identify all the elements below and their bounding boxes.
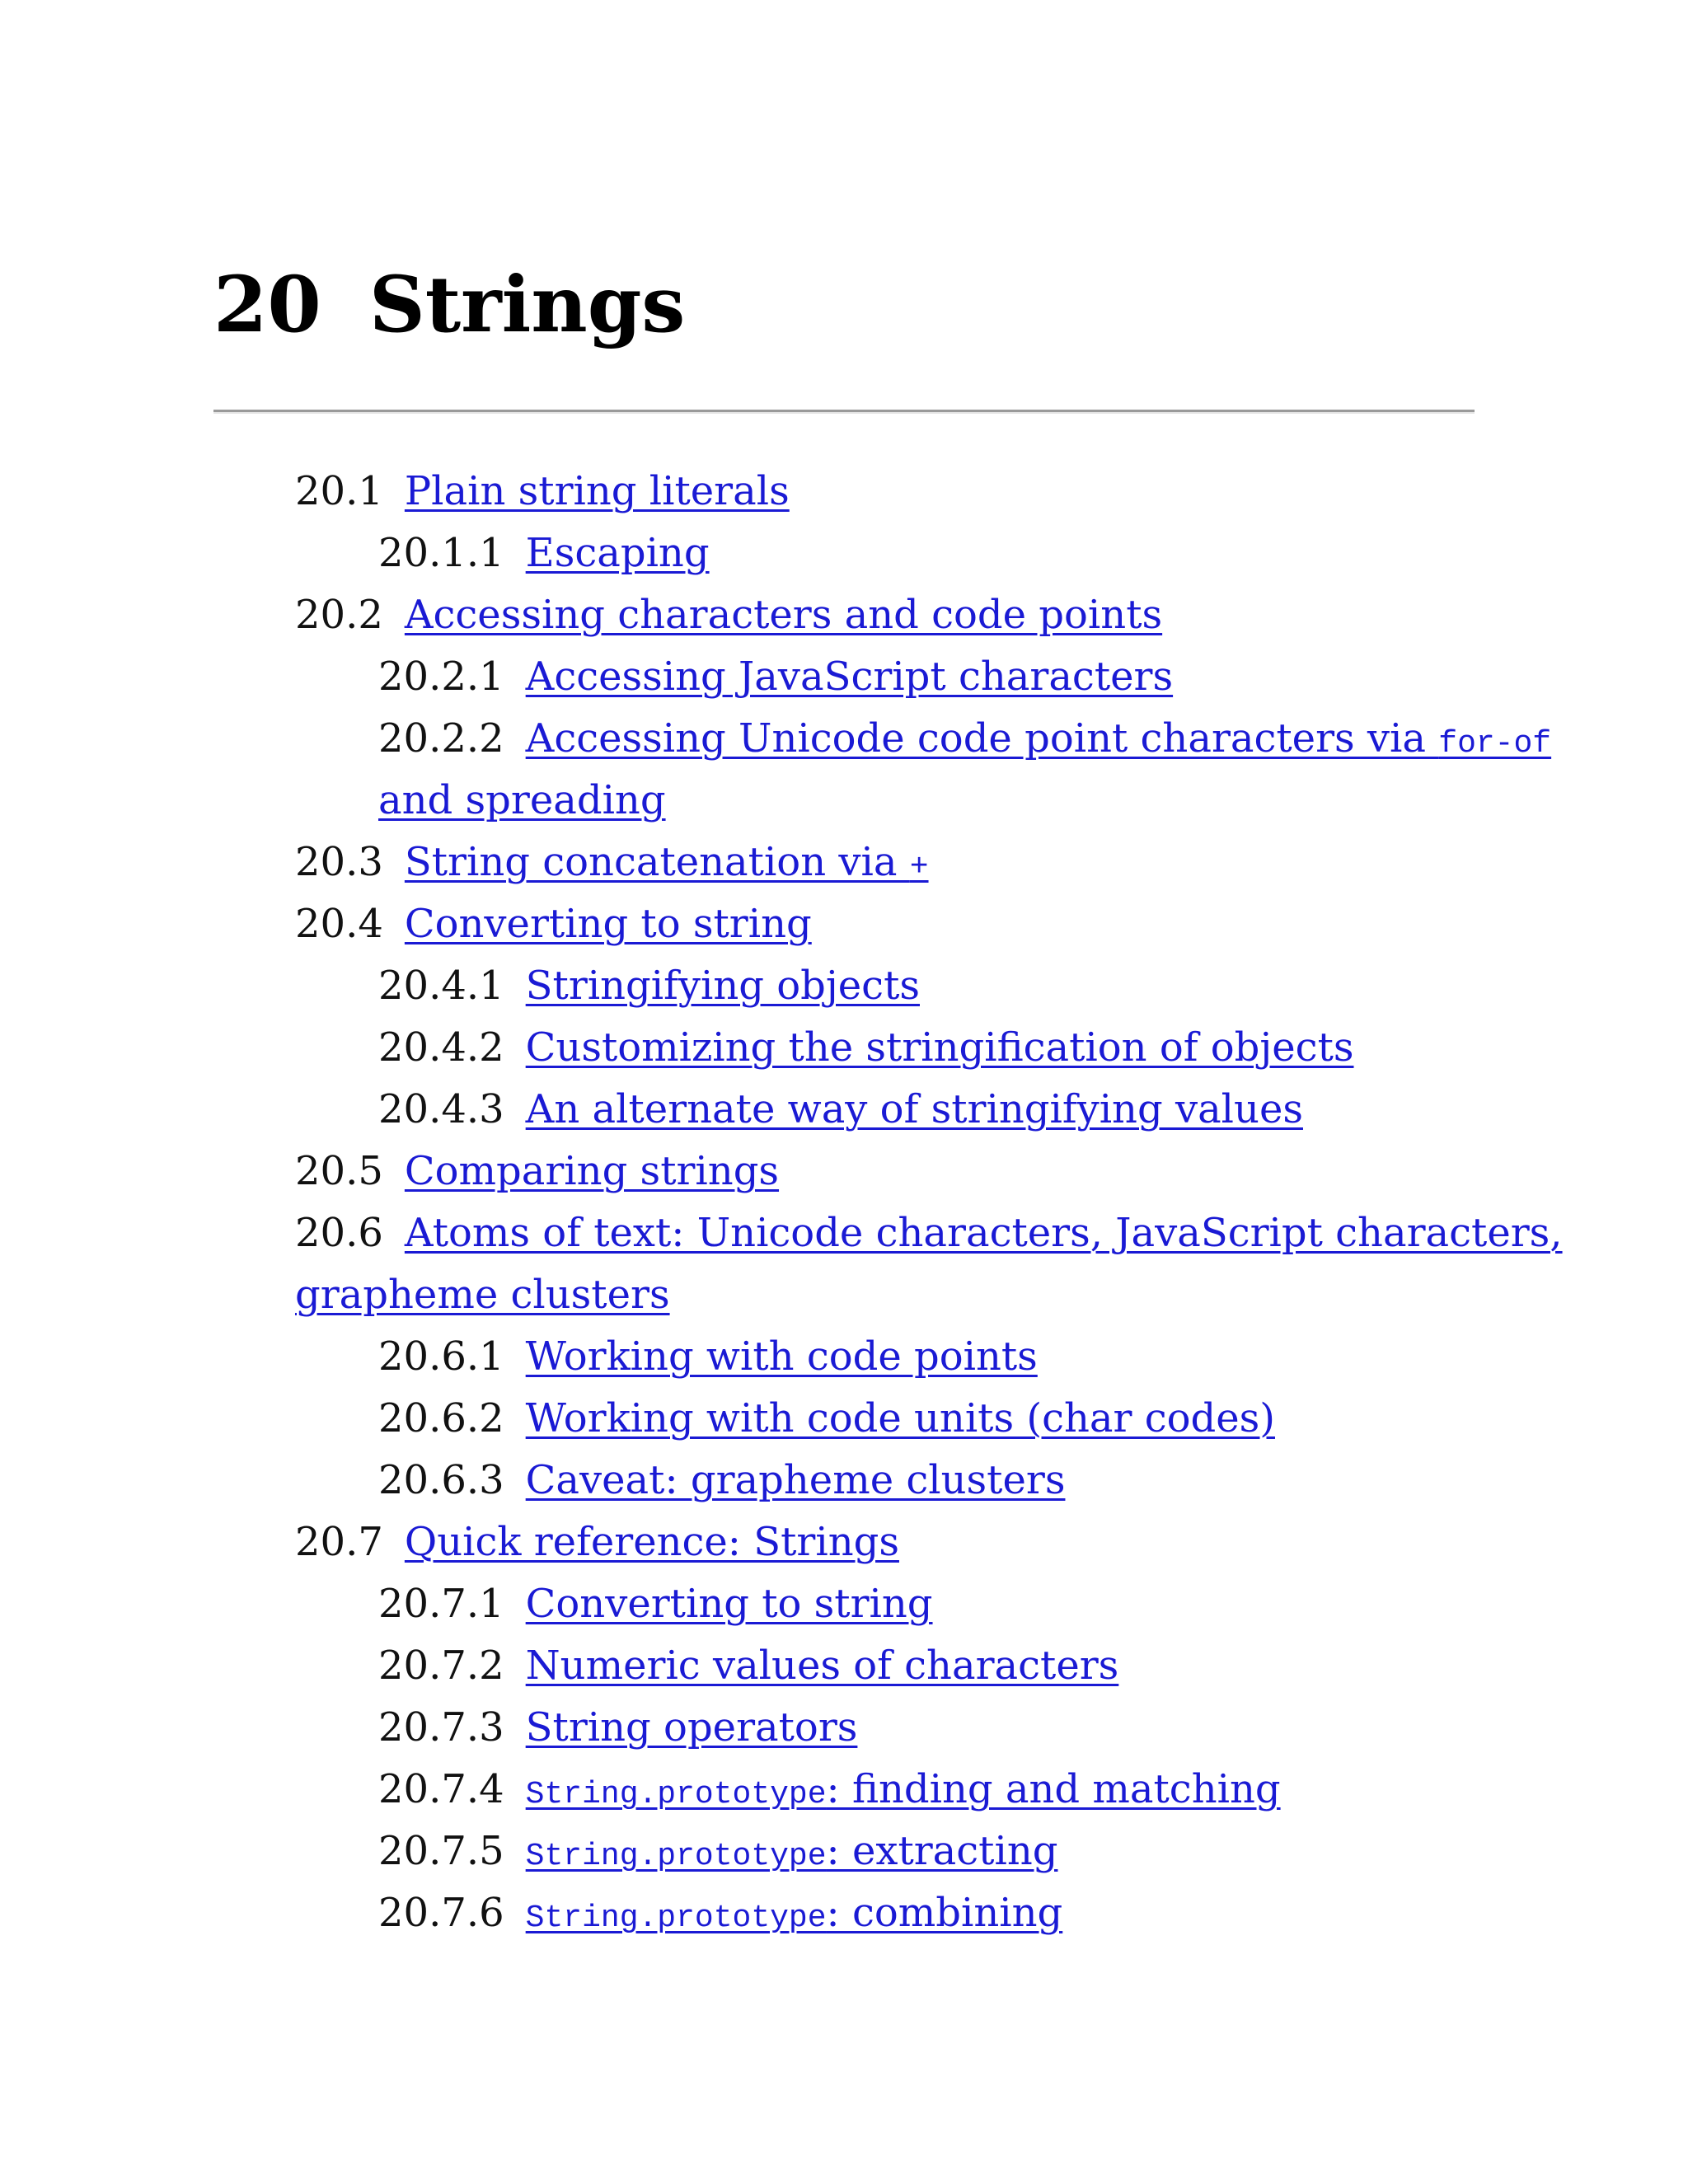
toc-number: 20.7.4 [378,1766,504,1812]
toc-entry-20-2 [295,590,1162,640]
toc-link-qr-converting-to-string[interactable]: Converting to string [525,1581,933,1627]
toc-number: 20.4 [295,901,383,947]
toc-entry-20-1 [295,466,790,516]
toc-entry-20-6-3 [378,1455,1065,1505]
title-divider [213,410,1475,414]
toc-link-code: + [909,850,929,885]
toc-number: 20.2.2 [378,715,504,762]
toc-entry-20-7-5 [378,1826,1057,1876]
toc-entry-20-4-1 [378,961,920,1010]
toc-link-text: Accessing Unicode code point characters via [525,715,1439,762]
toc-number: 20.7 [295,1519,383,1565]
toc-entry-20-5 [295,1146,779,1196]
toc-number: 20.4.2 [378,1024,504,1071]
toc-entry-20-6-continued [295,1270,670,1319]
toc-link-accessing-characters[interactable]: Accessing characters and code points [404,592,1163,638]
toc-entry-20-2-1 [378,652,1173,701]
toc-entry-20-7 [295,1517,899,1567]
toc-entry-20-6 [295,1208,1563,1258]
toc-link-string-concatenation[interactable] [405,839,929,885]
chapter-number: 20 [213,260,321,350]
toc-entry-20-4 [295,899,812,949]
toc-number: 20.7.6 [378,1890,504,1936]
toc-number: 20.3 [295,839,383,885]
toc-link-code: for-of [1438,726,1552,762]
toc-link-string-operators[interactable]: String operators [525,1704,858,1750]
toc-number: 20.1.1 [378,530,504,576]
toc-number: 20.2.1 [378,654,504,700]
toc-link-text: : finding and matching [826,1766,1281,1812]
toc-entry-20-1-1 [378,528,710,578]
toc-link-escaping[interactable]: Escaping [525,530,710,576]
toc-number: 20.6.3 [378,1457,504,1503]
toc-entry-20-6-1 [378,1332,1038,1381]
toc-entry-20-7-1 [378,1579,933,1629]
toc-link-working-with-code-points[interactable]: Working with code points [525,1333,1038,1380]
toc-link-alternate-stringifying[interactable]: An alternate way of stringifying values [525,1086,1303,1132]
toc-entry-20-6-2 [378,1394,1275,1443]
toc-number: 20.6.1 [378,1333,504,1380]
toc-link-atoms-of-text[interactable]: Atoms of text: Unicode characters, JavaScript characters, [404,1210,1563,1256]
toc-entry-20-2-2-continued [378,776,666,825]
toc-number: 20.2 [295,592,383,638]
toc-link-numeric-values[interactable]: Numeric values of characters [525,1643,1119,1689]
toc-link-prototype-finding-matching[interactable] [526,1766,1281,1812]
toc-number: 20.4.3 [378,1086,504,1132]
toc-link-quick-reference-strings[interactable]: Quick reference: Strings [404,1519,899,1565]
toc-link-text: : combining [826,1890,1063,1936]
toc-entry-20-2-2 [378,714,1551,763]
toc-link-caveat-grapheme-clusters[interactable]: Caveat: grapheme clusters [525,1457,1066,1503]
toc-link-accessing-unicode-code-points[interactable] [526,715,1551,762]
toc-entry-20-7-3 [378,1703,857,1752]
toc-link-plain-string-literals[interactable]: Plain string literals [404,468,790,514]
chapter-title-text: Strings [368,260,686,350]
toc-link-prototype-extracting[interactable] [526,1828,1058,1874]
toc-number: 20.7.1 [378,1581,504,1627]
toc-number: 20.7.3 [378,1704,504,1750]
toc-number: 20.1 [295,468,383,514]
toc-link-comparing-strings[interactable]: Comparing strings [404,1148,780,1194]
toc-entry-20-4-3 [378,1085,1303,1134]
toc-number: 20.4.1 [378,963,504,1009]
toc-number: 20.5 [295,1148,383,1194]
toc-entry-20-7-6 [378,1888,1062,1938]
toc-entry-20-7-2 [378,1641,1118,1690]
chapter-title [213,255,685,354]
toc-number: 20.7.2 [378,1643,504,1689]
toc-entry-20-3 [295,837,929,887]
toc-link-code: String.prototype [525,1900,827,1936]
toc-link-accessing-unicode-code-points-cont[interactable]: and spreading [378,777,666,823]
toc-link-atoms-of-text-cont[interactable]: grapheme clusters [295,1272,670,1318]
toc-link-accessing-js-characters[interactable]: Accessing JavaScript characters [525,654,1174,700]
toc-link-code: String.prototype [525,1839,827,1874]
toc-number: 20.7.5 [378,1828,504,1874]
toc-link-working-with-code-units[interactable]: Working with code units (char codes) [525,1395,1275,1441]
toc-link-converting-to-string[interactable]: Converting to string [404,901,812,947]
toc-link-stringifying-objects[interactable]: Stringifying objects [525,963,920,1009]
toc-entry-20-7-4 [378,1765,1281,1814]
toc-entry-20-4-2 [378,1023,1353,1072]
toc-number: 20.6.2 [378,1395,504,1441]
toc-number: 20.6 [295,1210,383,1256]
toc-link-code: String.prototype [525,1777,827,1812]
toc-link-prototype-combining[interactable] [526,1890,1063,1936]
toc-link-customizing-stringification[interactable]: Customizing the stringification of objects [525,1024,1354,1071]
toc-link-text: : extracting [826,1828,1058,1874]
toc-link-text: String concatenation via [404,839,910,885]
